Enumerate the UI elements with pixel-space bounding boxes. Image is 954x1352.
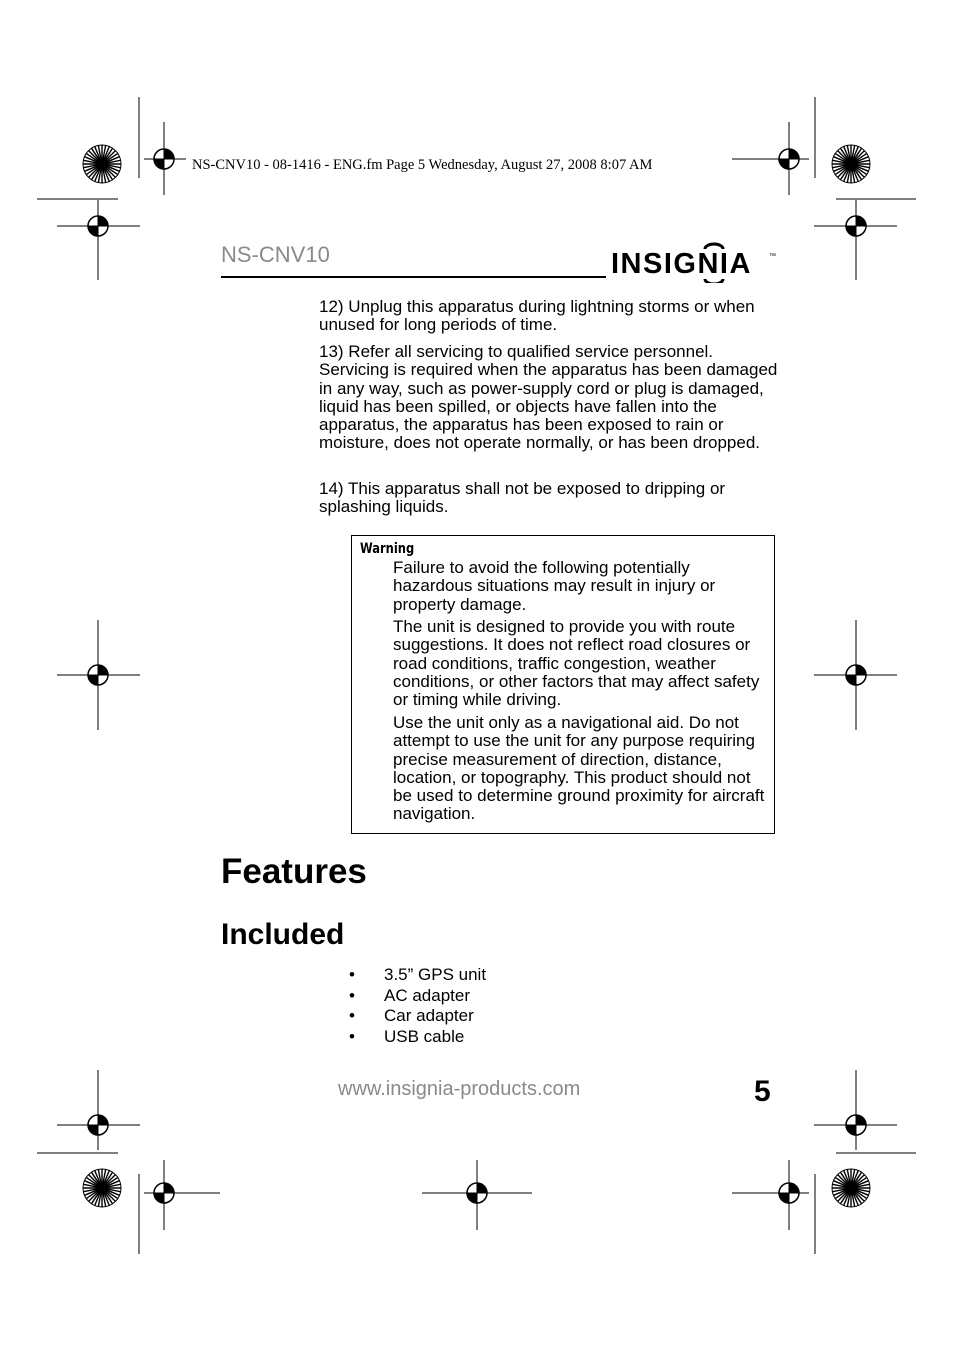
paragraph-13: 13) Refer all servicing to qualified service personnel. Servicing is required when the apparatus has been damaged in any way, such as power-supply cord or plug is damaged, liquid has been spilled, or objects have fallen into the apparatus, the apparatus has been exposed to rain or moisture, does not operate normally, or has been dropped. [319, 342, 778, 453]
list-item-text: 3.5” GPS unit [384, 965, 487, 984]
list-item-text: USB cable [384, 1026, 465, 1046]
list-item-text: AC adapter [384, 985, 470, 1005]
footer-url: www.insignia-products.com [338, 1078, 581, 1100]
page-number: 5 [754, 1075, 771, 1108]
warning-paragraph: Failure to avoid the following potentially hazardous situations may result in injury or property damage. [393, 558, 716, 614]
header-rule [221, 276, 606, 278]
logo-tm: ™ [769, 253, 776, 260]
bullet: • [349, 1006, 355, 1026]
subsection-heading-included: Included [221, 918, 345, 951]
list-item-text: Car adapter [384, 1006, 474, 1026]
warning-paragraph: Use the unit only as a navigational aid. Do not attempt to use the unit for any purpose requiring precise measurement of direction, distance, location, or topography. This product should not be used to determine ground proximity for aircraft navigation. [393, 713, 765, 824]
bullet: • [349, 1026, 355, 1046]
bullet: • [349, 985, 355, 1005]
warning-title: Warning [360, 541, 415, 557]
model-number: NS-CNV10 [221, 242, 330, 267]
file-slug: NS-CNV10 - 08-1416 - ENG.fm Page 5 Wednesday, August 27, 2008 8:07 AM [192, 157, 653, 173]
paragraph-14: 14) This apparatus shall not be exposed to dripping or splashing liquids. [319, 479, 726, 517]
insignia-logo [609, 241, 779, 283]
bullet: • [349, 965, 355, 984]
paragraph-12: 12) Unplug this apparatus during lightning storms or when unused for long periods of time. [319, 297, 755, 335]
logo-text: INSIGNIA [611, 248, 752, 280]
section-heading-features: Features [221, 852, 367, 891]
warning-paragraph: The unit is designed to provide you with route suggestions. It does not reflect road closures or road conditions, traffic congestion, weather conditions, or other factors that may affect safety or timing while driving. [393, 617, 760, 710]
